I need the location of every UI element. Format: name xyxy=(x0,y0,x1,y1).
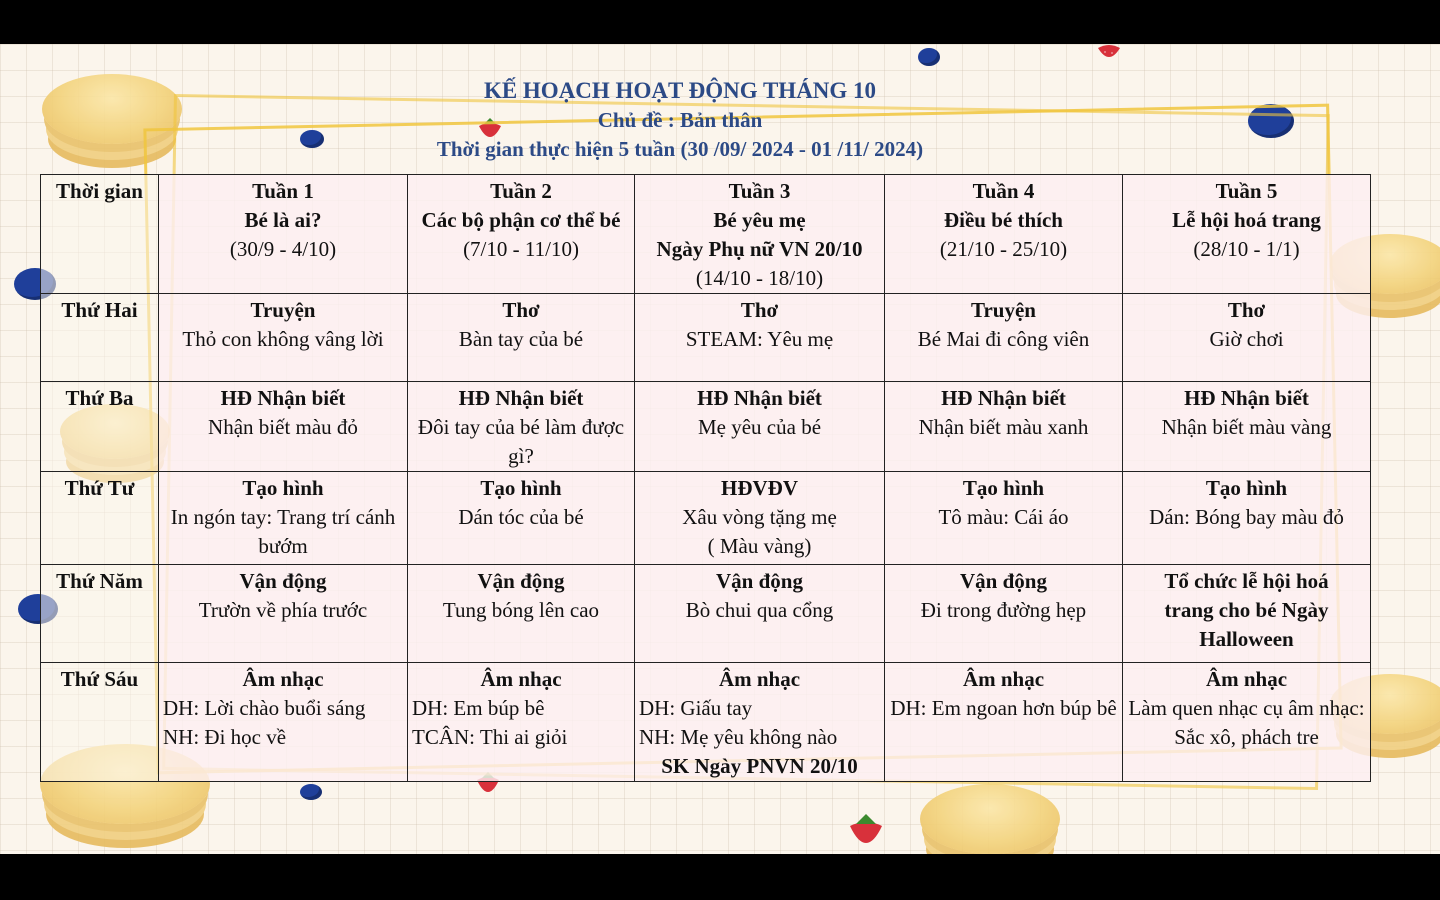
activity-detail: Nhận biết màu xanh xyxy=(918,415,1089,439)
week-name: Tuần 5 xyxy=(1215,179,1278,203)
activity-type: Tạo hình xyxy=(1205,476,1288,500)
activity-detail: Giờ chơi xyxy=(1209,327,1284,351)
page-subtitle: Chủ đề : Bản thân xyxy=(597,108,763,132)
activity-cell xyxy=(408,663,635,782)
blueberry-decoration xyxy=(918,48,940,66)
activity-type: HĐ Nhận biết xyxy=(458,386,584,410)
table-row-thursday xyxy=(41,565,1371,663)
activity-cell xyxy=(408,382,635,472)
activity-cell xyxy=(635,294,885,382)
activity-detail: Dán tóc của bé xyxy=(458,505,584,529)
activity-cell xyxy=(1123,294,1371,382)
activity-type: Thơ xyxy=(1227,298,1266,322)
activity-type: Tạo hình xyxy=(242,476,324,500)
week-name: Tuần 3 xyxy=(728,179,791,203)
activity-detail: DH: Em búp bê xyxy=(412,696,545,720)
activity-plan-table xyxy=(40,174,1371,782)
activity-detail: Thỏ con không vâng lời xyxy=(182,327,384,351)
activity-type: Âm nhạc xyxy=(962,667,1045,691)
activity-type: Vận động xyxy=(960,569,1047,593)
activity-detail: Dán: Bóng bay màu đỏ xyxy=(1149,505,1344,529)
page-title: KẾ HOẠCH HOẠT ĐỘNG THÁNG 10 xyxy=(483,78,877,103)
week-topic-2: Ngày Phụ nữ VN 20/10 xyxy=(656,237,863,261)
week-header xyxy=(408,175,635,294)
activity-detail: Bàn tay của bé xyxy=(458,327,584,351)
activity-type: Âm nhạc xyxy=(718,667,801,691)
activity-detail: Đôi tay của bé làm được gì? xyxy=(417,415,625,468)
table-header-row xyxy=(41,175,1371,294)
activity-type: HĐ Nhận biết xyxy=(941,386,1066,410)
activity-type: Âm nhạc xyxy=(480,667,562,691)
activity-cell xyxy=(408,294,635,382)
week-name: Tuần 2 xyxy=(490,179,552,203)
activity-cell xyxy=(159,663,408,782)
week-topic: Bé là ai? xyxy=(244,208,322,232)
activity-detail: Tô màu: Cái áo xyxy=(938,505,1069,529)
activity-cell xyxy=(885,565,1123,663)
activity-detail: DH: Lời chào buổi sáng xyxy=(163,696,366,720)
week-name: Tuần 1 xyxy=(252,179,314,203)
activity-detail: Nhận biết màu đỏ xyxy=(208,415,358,439)
day-label: Thứ Năm xyxy=(41,565,159,663)
activity-cell xyxy=(1123,472,1371,565)
week-dates: (28/10 - 1/1) xyxy=(1193,237,1300,261)
table-row-friday xyxy=(41,663,1371,782)
day-label: Thứ Ba xyxy=(41,382,159,472)
week-header xyxy=(159,175,408,294)
activity-type: Âm nhạc xyxy=(1205,667,1288,691)
activity-detail: Tung bóng lên cao xyxy=(442,598,600,622)
activity-cell xyxy=(159,472,408,565)
day-label: Thứ Hai xyxy=(41,294,159,382)
activity-type: Truyện xyxy=(250,298,316,322)
activity-type: Truyện xyxy=(971,298,1036,322)
week-dates: (30/9 - 4/10) xyxy=(229,237,337,261)
activity-cell xyxy=(635,565,885,663)
activity-type: HĐ Nhận biết xyxy=(220,386,346,410)
day-label: Thứ Tư xyxy=(41,472,159,565)
week-topic: Điều bé thích xyxy=(943,208,1063,232)
activity-detail: In ngón tay: Trang trí cánh bướm xyxy=(170,505,396,558)
activity-cell xyxy=(159,382,408,472)
day-label: Thứ Sáu xyxy=(41,663,159,782)
activity-cell xyxy=(885,663,1123,782)
activity-event: SK Ngày PNVN 20/10 xyxy=(661,754,858,778)
activity-detail-2: ( Màu vàng) xyxy=(707,534,812,558)
activity-detail: Bò chui qua cổng xyxy=(685,598,834,622)
activity-type: Tạo hình xyxy=(962,476,1045,500)
activity-cell xyxy=(1123,565,1371,663)
week-dates: (14/10 - 18/10) xyxy=(695,266,824,290)
activity-detail: Làm quen nhạc cụ âm nhạc: Sắc xô, phách tre xyxy=(1128,696,1365,749)
activity-cell xyxy=(885,382,1123,472)
slide xyxy=(0,44,1440,854)
activity-detail-2: NH: Mẹ yêu không nào xyxy=(639,725,838,749)
week-dates: (7/10 - 11/10) xyxy=(463,237,579,261)
activity-detail: DH: Em ngoan hơn búp bê xyxy=(890,696,1117,720)
week-topic: Lễ hội hoá trang xyxy=(1172,208,1321,232)
period-text: Thời gian thực hiện 5 tuần (30 /09/ 2024 - 01 /11/ 2024) xyxy=(436,137,924,161)
activity-type: Âm nhạc xyxy=(242,667,324,691)
week-header xyxy=(1123,175,1371,294)
activity-detail: Đi trong đường hẹp xyxy=(920,598,1087,622)
corner-cell: Thời gian xyxy=(41,175,159,294)
activity-detail: Nhận biết màu vàng xyxy=(1161,415,1332,439)
week-topic: Các bộ phận cơ thể bé xyxy=(421,208,621,232)
activity-cell xyxy=(159,294,408,382)
activity-type: HĐVĐV xyxy=(721,476,798,500)
activity-cell xyxy=(408,565,635,663)
activity-cell xyxy=(635,663,885,782)
activity-type: Tạo hình xyxy=(480,476,562,500)
activity-type: Vận động xyxy=(239,569,327,593)
pancake-decoration xyxy=(920,784,1060,854)
week-dates: (21/10 - 25/10) xyxy=(939,237,1068,261)
activity-type: Vận động xyxy=(716,569,803,593)
activity-detail: Trườn về phía trước xyxy=(198,598,368,622)
activity-type: HĐ Nhận biết xyxy=(1184,386,1309,410)
activity-detail: Bé Mai đi công viên xyxy=(917,327,1090,351)
activity-type: Thơ xyxy=(740,298,779,322)
activity-detail-2: TCÂN: Thi ai giỏi xyxy=(412,725,568,749)
table-row-tuesday xyxy=(41,382,1371,472)
activity-type: Vận động xyxy=(477,569,565,593)
activity-detail-2: NH: Đi học về xyxy=(163,725,287,749)
activity-detail: Mẹ yêu của bé xyxy=(697,415,822,439)
activity-cell xyxy=(159,565,408,663)
activity-detail: DH: Giấu tay xyxy=(639,696,753,720)
activity-cell xyxy=(408,472,635,565)
activity-cell xyxy=(1123,663,1371,782)
week-header xyxy=(635,175,885,294)
header xyxy=(0,76,1360,164)
week-header xyxy=(885,175,1123,294)
activity-cell xyxy=(635,472,885,565)
activity-type: HĐ Nhận biết xyxy=(697,386,822,410)
activity-type: Tổ chức lễ hội hoá trang cho bé Ngày Halloween xyxy=(1164,569,1329,651)
table-row-wednesday xyxy=(41,472,1371,565)
activity-cell xyxy=(1123,382,1371,472)
blueberry-decoration xyxy=(300,784,322,800)
table-row-monday xyxy=(41,294,1371,382)
activity-cell xyxy=(885,294,1123,382)
activity-detail: STEAM: Yêu mẹ xyxy=(685,327,834,351)
week-topic: Bé yêu mẹ xyxy=(713,208,806,232)
activity-detail: Xâu vòng tặng mẹ xyxy=(682,505,837,529)
week-name: Tuần 4 xyxy=(972,179,1035,203)
activity-cell xyxy=(635,382,885,472)
activity-type: Thơ xyxy=(502,298,540,322)
activity-cell xyxy=(885,472,1123,565)
